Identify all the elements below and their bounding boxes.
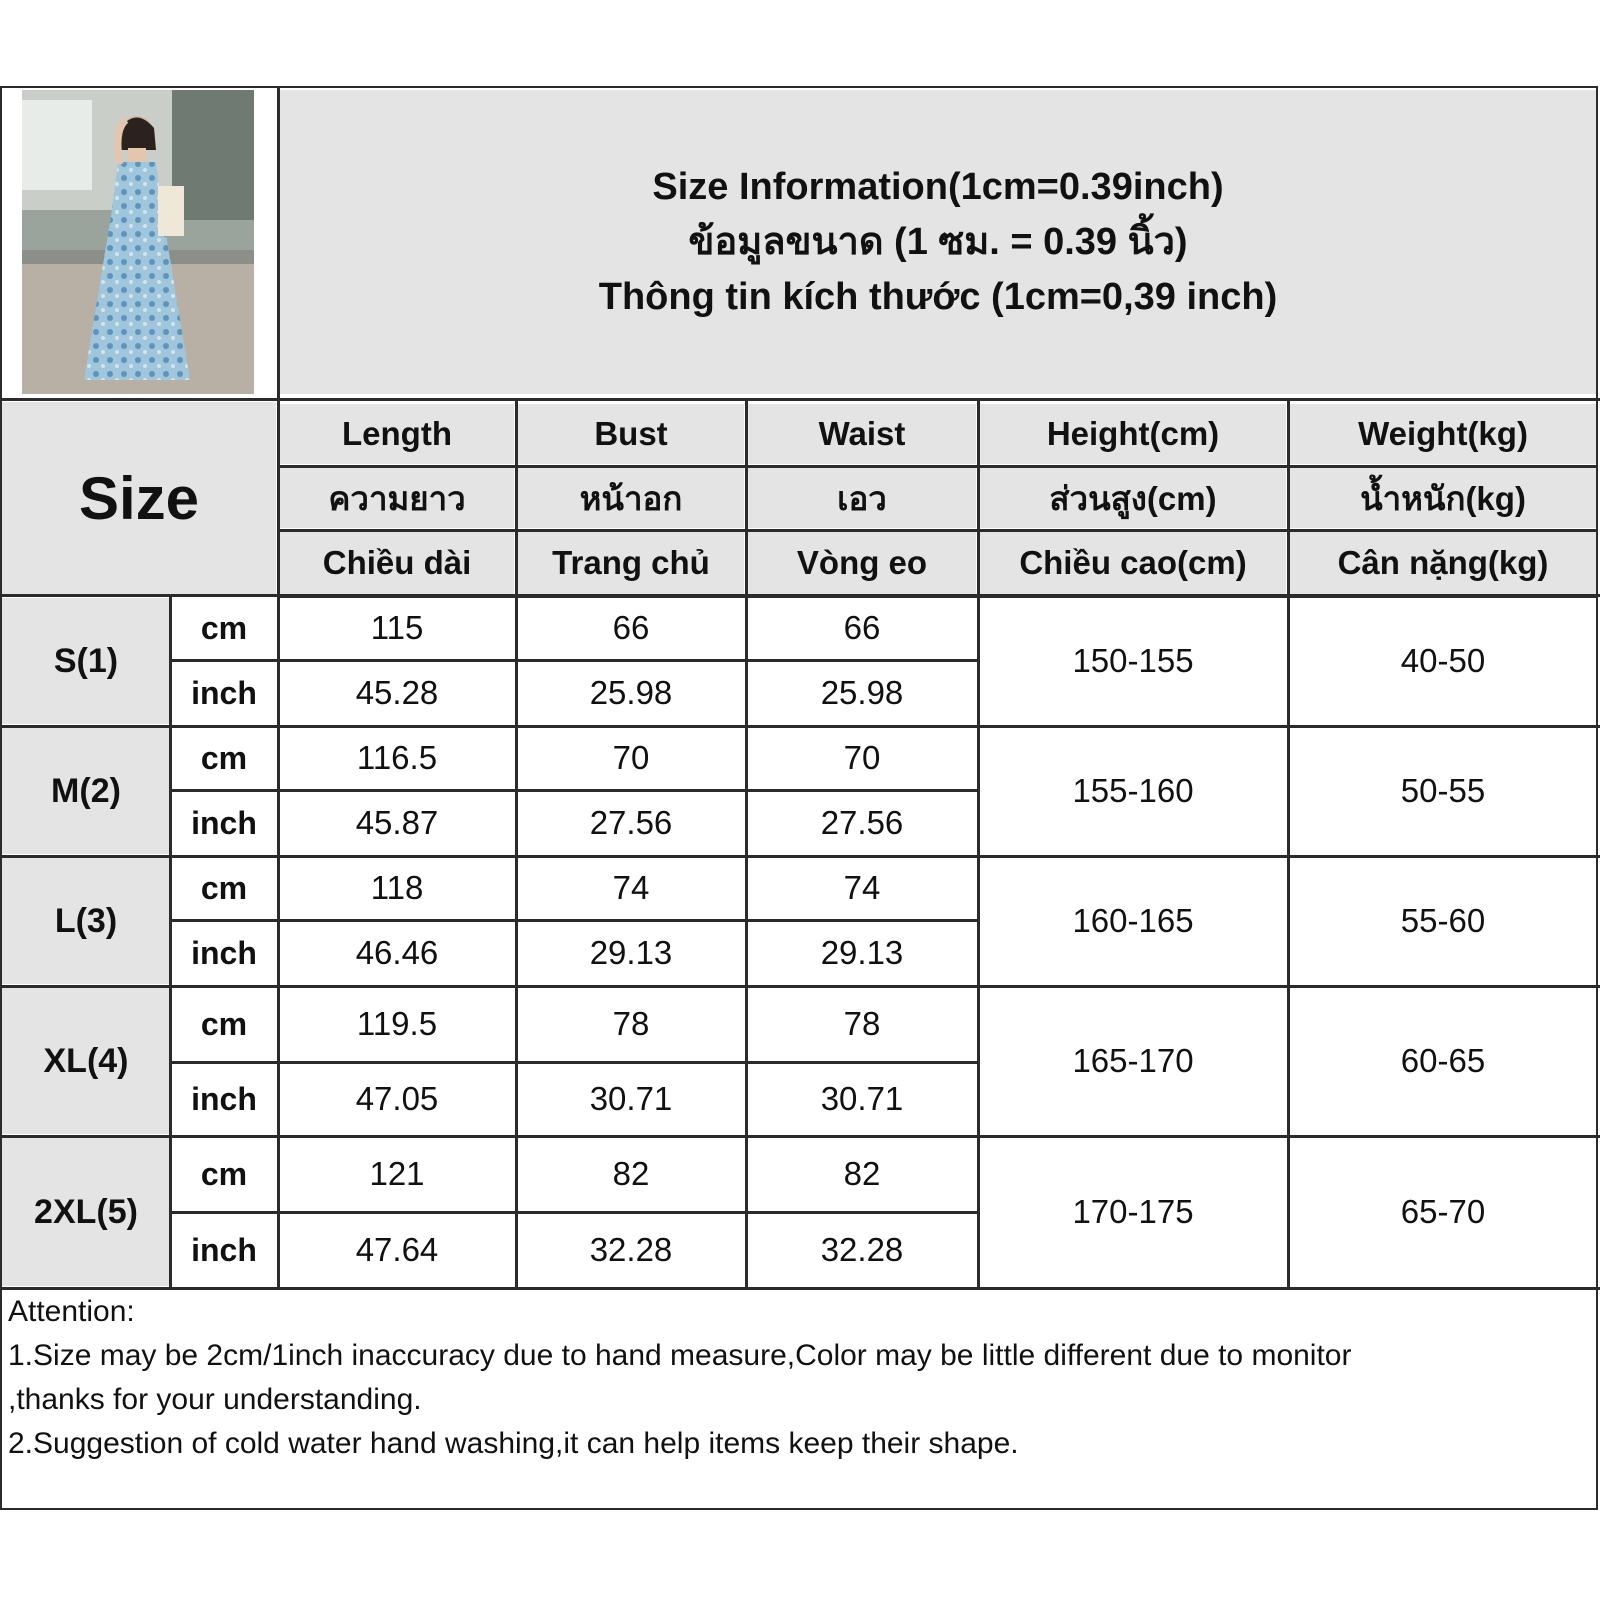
grid-line: [278, 465, 1598, 468]
measurement-inch: 30.71: [518, 1064, 744, 1134]
column-header-th: ความยาว: [280, 468, 514, 528]
weight-range: 55-60: [1290, 858, 1596, 984]
column-header-en: Length: [280, 404, 514, 464]
measurement-inch: 27.56: [518, 792, 744, 854]
column-header-en: Waist: [748, 404, 976, 464]
unit-cm: cm: [172, 728, 276, 788]
measurement-inch: 46.46: [280, 922, 514, 984]
weight-range: 50-55: [1290, 728, 1596, 854]
measurement-inch: 25.98: [518, 662, 744, 724]
unit-cm: cm: [172, 858, 276, 918]
note-line-1: 1.Size may be 2cm/1inch inaccuracy due to hand measure,Color may be little different due to monitor: [8, 1339, 1352, 1372]
grid-line: [0, 398, 1600, 401]
measurement-inch: 30.71: [748, 1064, 976, 1134]
measurement-inch: 47.05: [280, 1064, 514, 1134]
measurement-cm: 121: [280, 1138, 514, 1210]
column-header-th: หน้าอก: [518, 468, 744, 528]
note-line-2: ,thanks for your understanding.: [8, 1383, 422, 1416]
column-header-vi: Cân nặng(kg): [1290, 532, 1596, 594]
measurement-cm: 74: [518, 858, 744, 918]
grid-line: [0, 985, 1600, 988]
grid-line: [278, 529, 1598, 532]
height-range: 160-165: [980, 858, 1286, 984]
weight-range: 65-70: [1290, 1138, 1596, 1286]
grid-line: [277, 86, 280, 1290]
grid-line: [170, 789, 980, 792]
measurement-inch: 45.28: [280, 662, 514, 724]
measurement-cm: 118: [280, 858, 514, 918]
grid-line: [170, 659, 980, 662]
size-label: L(3): [2, 858, 170, 984]
column-header-en: Weight(kg): [1290, 404, 1596, 464]
grid-line: [0, 855, 1600, 858]
title-en: Size Information(1cm=0.39inch): [652, 165, 1224, 208]
measurement-inch: 47.64: [280, 1214, 514, 1286]
measurement-cm: 78: [748, 988, 976, 1060]
grid-line: [977, 398, 980, 1290]
attention-notes: [8, 1290, 1588, 1466]
size-header: Size: [2, 402, 276, 594]
height-range: 150-155: [980, 598, 1286, 724]
unit-cm: cm: [172, 988, 276, 1060]
height-range: 165-170: [980, 988, 1286, 1134]
title-vi: Thông tin kích thước (1cm=0,39 inch): [598, 275, 1278, 318]
measurement-cm: 119.5: [280, 988, 514, 1060]
column-header-vi: Chiều cao(cm): [980, 532, 1286, 594]
grid-line: [0, 594, 1600, 597]
size-label: M(2): [2, 728, 170, 854]
unit-cm: cm: [172, 598, 276, 658]
column-header-en: Height(cm): [980, 404, 1286, 464]
column-header-vi: Chiều dài: [280, 532, 514, 594]
measurement-cm: 70: [748, 728, 976, 788]
column-header-en: Bust: [518, 404, 744, 464]
height-range: 155-160: [980, 728, 1286, 854]
grid-line: [0, 1135, 1600, 1138]
measurement-cm: 66: [748, 598, 976, 658]
grid-line: [1287, 398, 1290, 1290]
column-header-th: เอว: [748, 468, 976, 528]
unit-cm: cm: [172, 1138, 276, 1210]
column-header-vi: Vòng eo: [748, 532, 976, 594]
size-label: 2XL(5): [2, 1138, 170, 1286]
unit-inch: inch: [172, 792, 276, 854]
note-line-3: 2.Suggestion of cold water hand washing,it can help items keep their shape.: [8, 1427, 1019, 1460]
column-header-vi: Trang chủ: [518, 532, 744, 594]
note-heading: Attention:: [8, 1295, 135, 1328]
measurement-cm: 66: [518, 598, 744, 658]
size-label: XL(4): [2, 988, 170, 1134]
grid-line: [170, 1061, 980, 1064]
measurement-inch: 32.28: [748, 1214, 976, 1286]
grid-line: [169, 594, 172, 1290]
grid-line: [515, 398, 518, 1290]
measurement-cm: 116.5: [280, 728, 514, 788]
unit-inch: inch: [172, 1064, 276, 1134]
grid-line: [0, 725, 1600, 728]
measurement-cm: 82: [518, 1138, 744, 1210]
measurement-inch: 25.98: [748, 662, 976, 724]
grid-line: [170, 1211, 980, 1214]
measurement-cm: 74: [748, 858, 976, 918]
unit-inch: inch: [172, 922, 276, 984]
weight-range: 60-65: [1290, 988, 1596, 1134]
weight-range: 40-50: [1290, 598, 1596, 724]
unit-inch: inch: [172, 662, 276, 724]
grid-line: [745, 398, 748, 1290]
measurement-inch: 45.87: [280, 792, 514, 854]
grid-line: [170, 919, 980, 922]
measurement-inch: 29.13: [518, 922, 744, 984]
height-range: 170-175: [980, 1138, 1286, 1286]
measurement-inch: 32.28: [518, 1214, 744, 1286]
measurement-cm: 70: [518, 728, 744, 788]
measurement-inch: 29.13: [748, 922, 976, 984]
column-header-th: น้ำหนัก(kg): [1290, 468, 1596, 528]
title-th: ข้อมูลขนาด (1 ซม. = 0.39 นิ้ว): [688, 220, 1188, 263]
measurement-cm: 82: [748, 1138, 976, 1210]
column-header-th: ส่วนสูง(cm): [980, 468, 1286, 528]
measurement-cm: 115: [280, 598, 514, 658]
unit-inch: inch: [172, 1214, 276, 1286]
size-label: S(1): [2, 598, 170, 724]
measurement-inch: 27.56: [748, 792, 976, 854]
measurement-cm: 78: [518, 988, 744, 1060]
title-block: [280, 90, 1596, 394]
